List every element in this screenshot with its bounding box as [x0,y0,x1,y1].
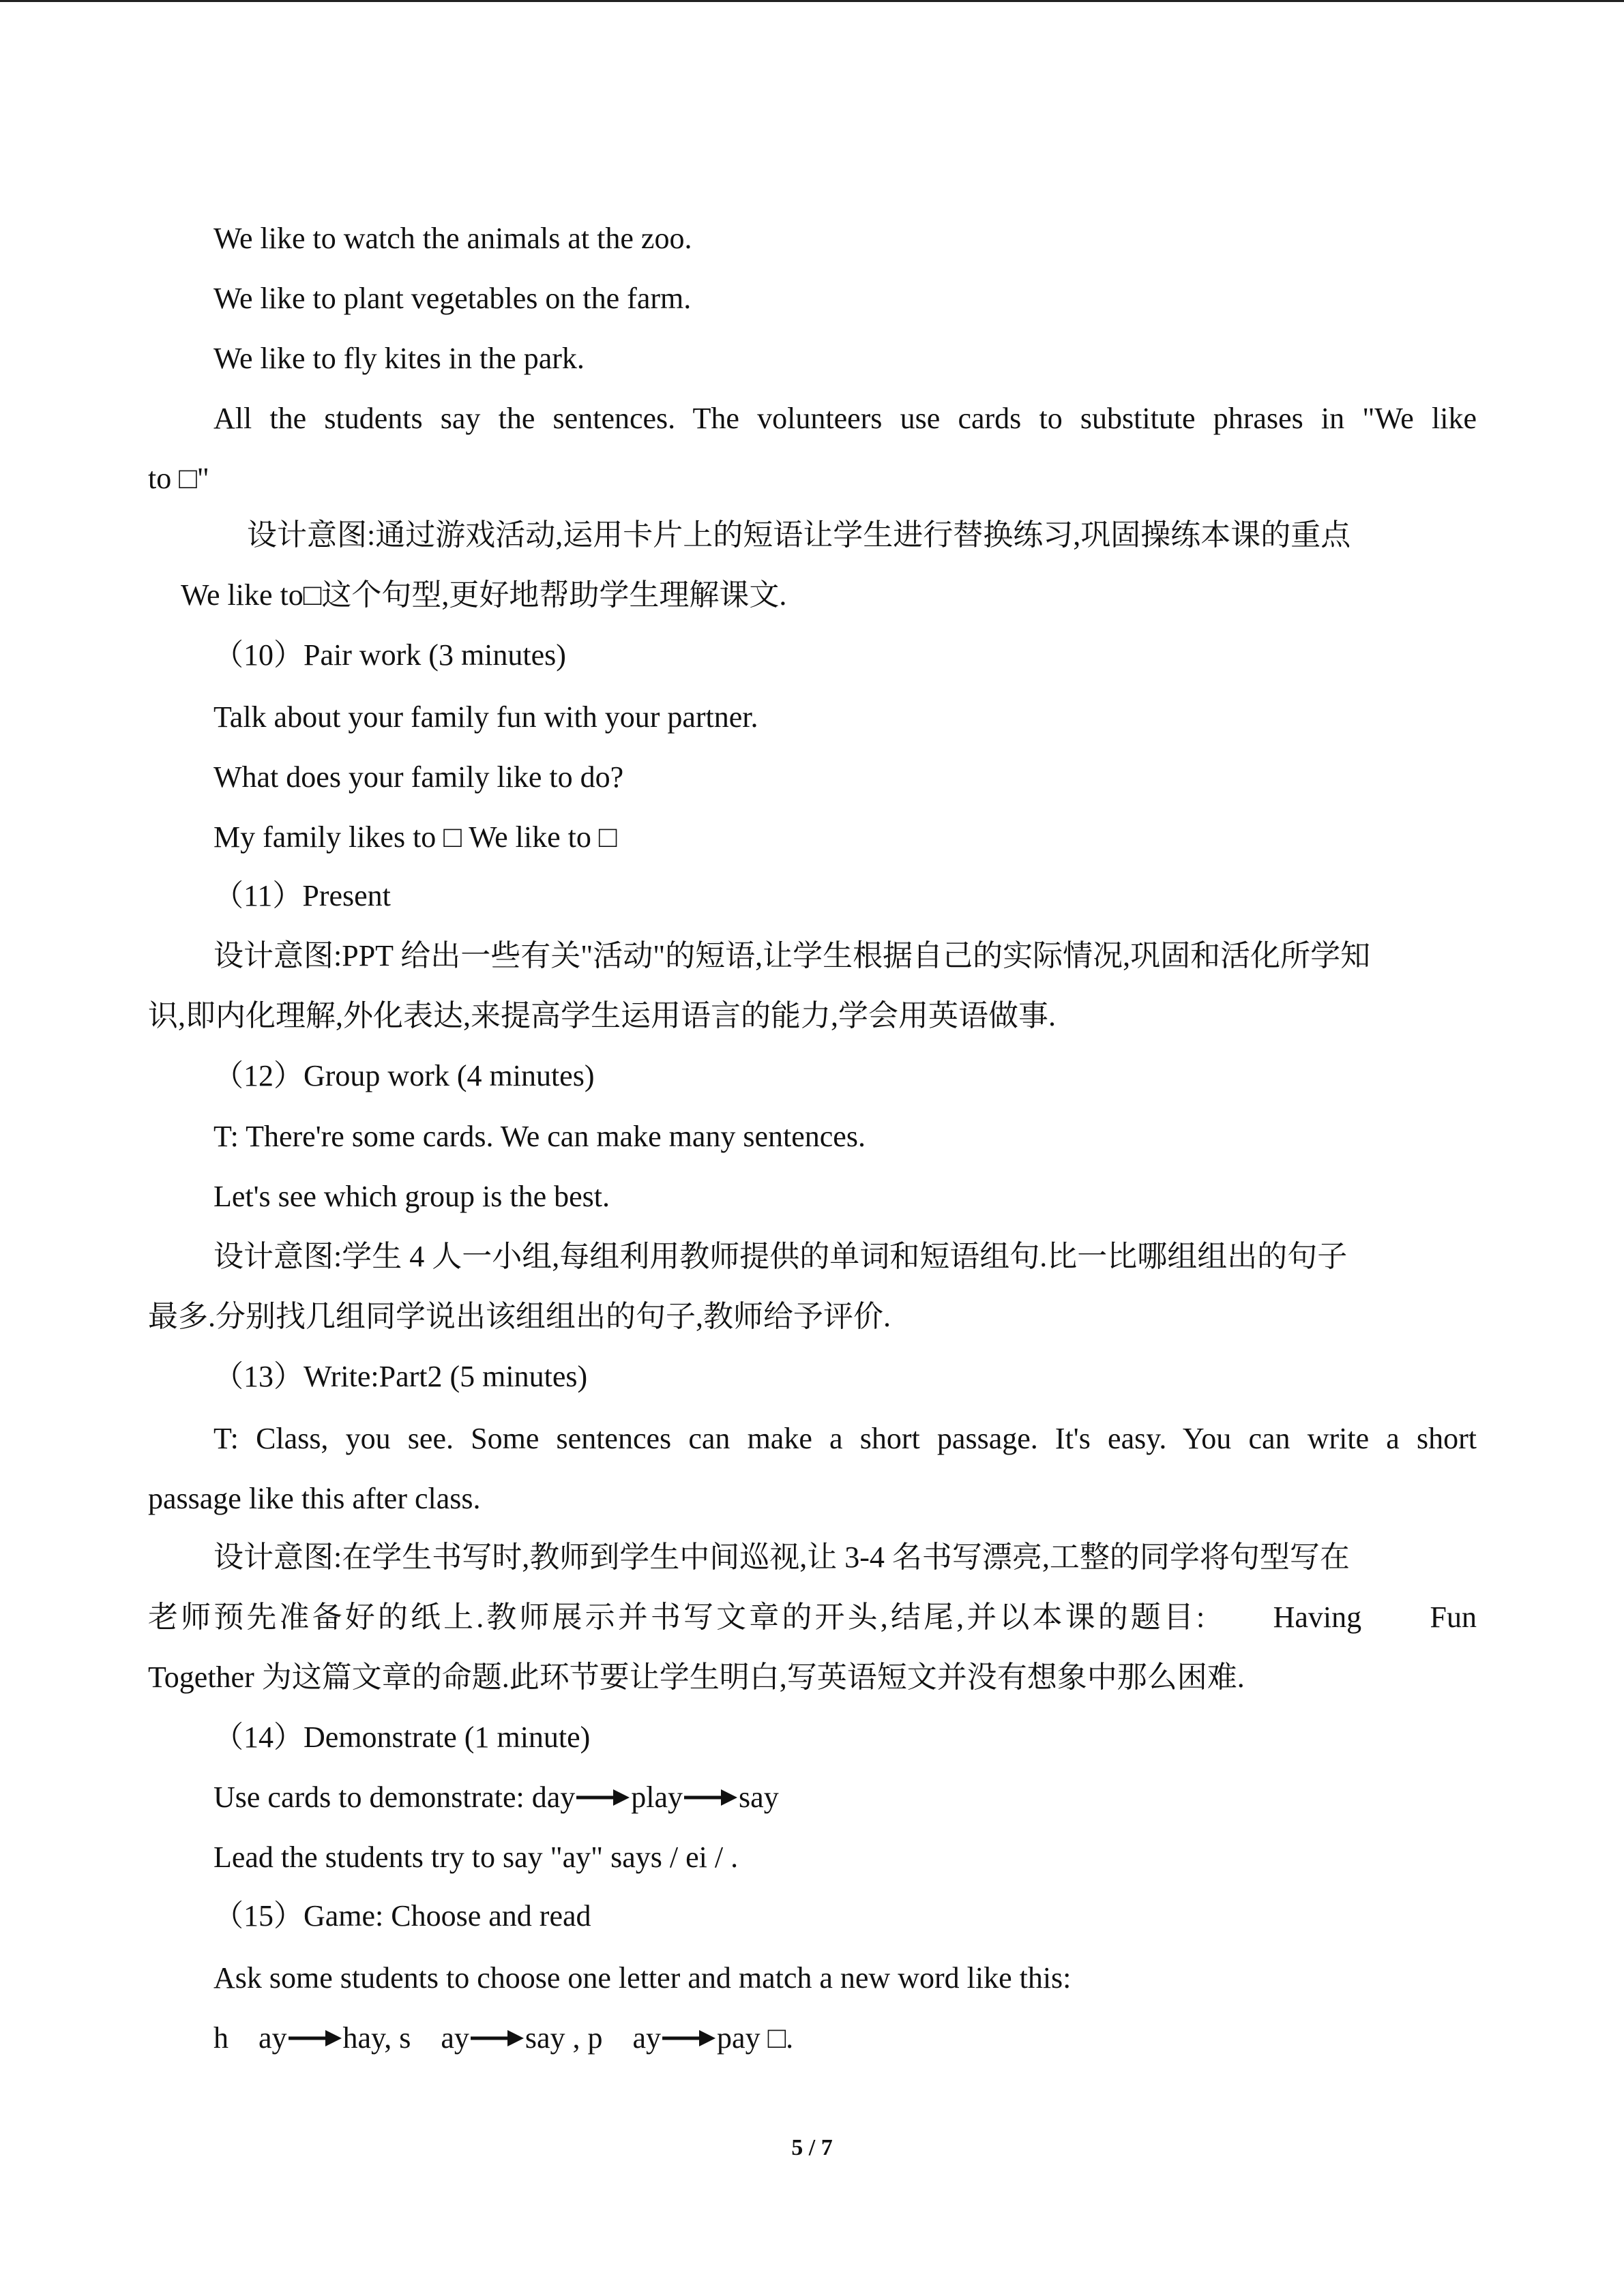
text-line: What does your family like to do? [213,760,624,794]
text-line: T: Class, you see. Some sentences can make a short passage. It's easy. You can write a short [213,1422,1477,1455]
text-segment: Use cards to demonstrate: day [213,1780,576,1814]
page-number: 5 / 7 [791,2135,833,2160]
arrow-right-icon [287,2025,343,2052]
text-line: Talk about your family fun with your partner. [213,700,758,734]
text-segment: h ay [213,2021,287,2055]
text-segment: pay □. [717,2021,794,2055]
section-heading: （14）Demonstrate (1 minute) [213,1720,591,1754]
design-intent-line: 设计意图:PPT 给出一些有关"活动"的短语,让学生根据自己的实际情况,巩固和活化所学知 [213,939,1371,972]
text-line-with-arrows [213,2018,793,2059]
text-line: We like to plant vegetables on the farm. [213,282,692,315]
text-line: to □" [148,462,209,495]
text-line: We like to watch the animals at the zoo. [213,222,692,255]
text-segment: say , p ay [525,2021,662,2055]
design-intent-line: 最多.分别找几组同学说出该组组出的句子,教师给予评价. [148,1300,891,1333]
text-line: We like to fly kites in the park. [213,342,585,375]
text-line: All the students say the sentences. The volunteers use cards to substitute phrases in "We like [213,402,1477,435]
arrow-right-icon [469,2025,525,2052]
design-intent-line: 设计意图:通过游戏活动,运用卡片上的短语让学生进行替换练习,巩固操练本课的重点 [247,518,1351,552]
text-line: My family likes to □ We like to □ [213,820,617,854]
text-line: passage like this after class. [148,1482,481,1515]
arrow-right-icon [661,2025,717,2052]
text-line-with-arrows [213,1777,779,1818]
design-intent-line: 识,即内化理解,外化表达,来提高学生运用语言的能力,学会用英语做事. [148,999,1056,1032]
text-line: Let's see which group is the best. [213,1180,610,1213]
text-segment: hay, s ay [342,2021,469,2055]
text-segment: say [739,1780,779,1814]
section-heading: （15）Game: Choose and read [213,1899,591,1933]
design-intent-line: Together 为这篇文章的命题.此环节要让学生明白,写英语短文并没有想象中那么困难. [148,1660,1245,1694]
section-heading: （11）Present [213,879,391,912]
section-heading: （13）Write:Part2 (5 minutes) [213,1360,588,1393]
design-intent-line: 老师预先准备好的纸上.教师展示并书写文章的开头,结尾,并以本课的题目: Having Fun [148,1600,1477,1634]
arrow-right-icon [575,1784,631,1811]
arrow-right-icon [683,1784,739,1811]
text-line: Lead the students try to say "ay" says / ei / . [213,1840,739,1874]
section-heading: （12）Group work (4 minutes) [213,1059,595,1092]
design-intent-line: 设计意图:学生 4 人一小组,每组利用教师提供的单词和短语组句.比一比哪组组出的句子 [213,1240,1348,1273]
design-intent-line: 设计意图:在学生书写时,教师到学生中间巡视,让 3-4 名书写漂亮,工整的同学将句型写在 [213,1540,1350,1574]
design-intent-line: We like to□这个句型,更好地帮助学生理解课文. [181,578,787,612]
text-line: T: There're some cards. We can make many sentences. [213,1120,866,1153]
text-segment: play [631,1780,683,1814]
text-line: Ask some students to choose one letter and match a new word like this: [213,1961,1072,1995]
section-heading: （10）Pair work (3 minutes) [213,638,566,672]
